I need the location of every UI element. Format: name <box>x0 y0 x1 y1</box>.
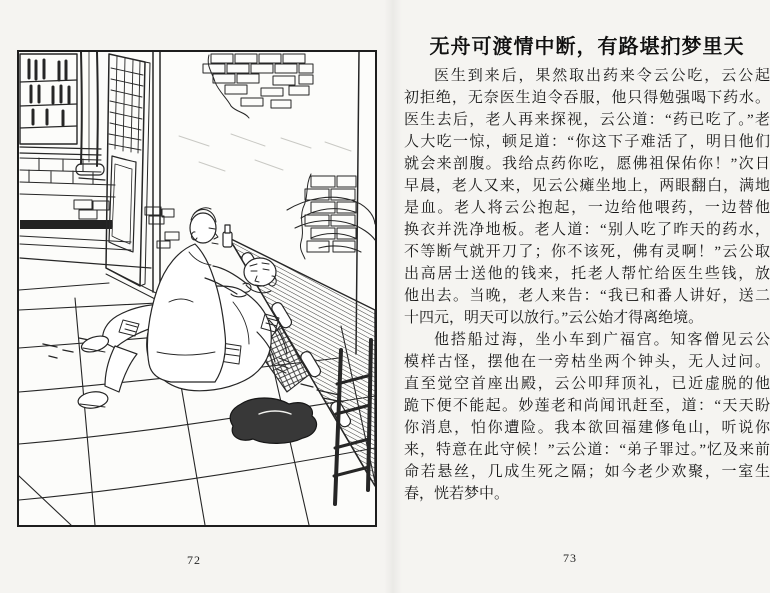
text-line: 人大吃一惊，顿足道：“你这下子难活了，明日他们 <box>404 134 770 150</box>
text-line: 他搭船过海，坐小车到广福宫。知客僧见云公 <box>434 332 770 348</box>
text-line: 早晨，老人又来，见云公瘫坐地上，两眼翻白，满地 <box>404 178 770 194</box>
page-number-right: 73 <box>563 551 577 565</box>
text-line: 春，恍若梦中。 <box>404 486 510 502</box>
text-line: 他出去。当晚，老人来告：“我已和番人讲好，送二 <box>404 288 770 304</box>
text-line: 来，特意在此守候！”云公道：“弟子罪过。”忆及来前 <box>404 442 770 458</box>
text-page <box>404 34 770 505</box>
text-line: 初拒绝，无奈医生迫令吞服，他只得勉强喝下药水。 <box>404 90 770 106</box>
page-gutter-shadow <box>384 0 402 593</box>
page-number-left: 72 <box>187 553 201 567</box>
illustration-frame <box>17 50 377 527</box>
text-line: 换衣并洗净地板。老人道：“别人吃了昨天的药水， <box>404 222 770 238</box>
text-line: 跪下便不能起。妙莲老和尚闻讯赶至，道：“天天盼 <box>404 398 770 414</box>
text-line: 模样古怪，摆他在一旁枯坐两个钟头，无人过问。 <box>404 354 770 370</box>
text-line: 不等断气就开刀了；你不该死，佛有灵啊！”云公取 <box>404 244 770 260</box>
text-line: 是血。老人将云公抱起，一边给他喂药，一边替他 <box>404 200 770 216</box>
text-line: 你消息，怕你遭险。我本欲回福建修龟山，听说你 <box>404 420 770 436</box>
text-line: 直至觉空首座出殿，云公叩拜顶礼，已近虚脱的他 <box>404 376 770 392</box>
text-line: 出高居士送他的钱来，托老人帮忙给医生些钱，放 <box>404 266 770 282</box>
text-line: 命若悬丝，几成生死之隔；如今老少欢聚，一室生 <box>404 464 770 480</box>
text-line: 医生到来后，果然取出药来令云公吃，云公起 <box>434 68 770 84</box>
text-line: 十四元，明天可以放行。”云公始才得离绝境。 <box>404 310 704 326</box>
chapter-title: 无舟可渡情中断，有路堪扪梦里天 <box>429 36 745 58</box>
text-line: 医生去后，老人再来探视，云公道：“药已吃了。”老 <box>404 112 770 128</box>
story-paragraph-2 <box>404 329 770 505</box>
text-line: 就会来剖腹。我给点药你吃，愿佛祖保佑你！”次日 <box>404 156 770 172</box>
story-paragraph-1 <box>404 65 770 329</box>
illustration-sickroom-scene-icon <box>19 52 375 525</box>
